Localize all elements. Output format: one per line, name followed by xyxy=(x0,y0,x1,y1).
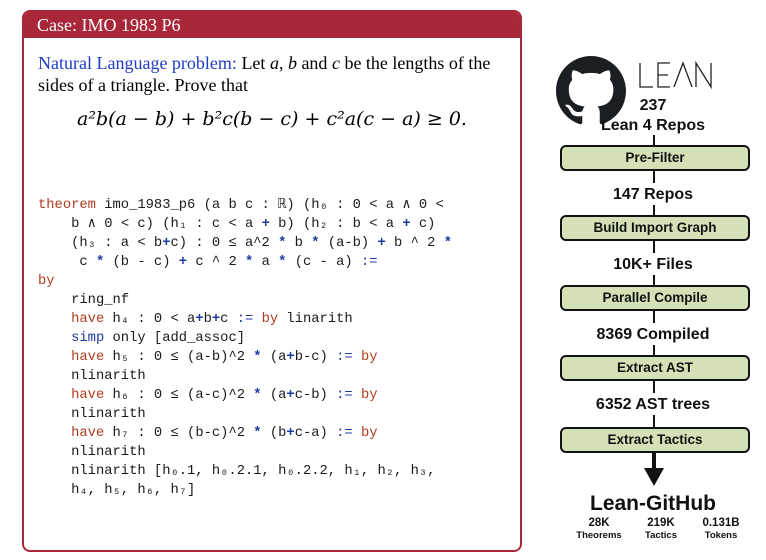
code-text: (a xyxy=(261,350,287,365)
metric-value: 28K xyxy=(588,517,610,529)
code-keyword: simp xyxy=(71,331,105,346)
code-text: (h₃ : a < b xyxy=(38,236,163,251)
stat-filtered-repos: 147 Repos xyxy=(612,186,694,203)
code-text: ring_nf xyxy=(38,293,130,308)
code-text: c) xyxy=(410,217,436,232)
case-title: Case: IMO 1983 P6 xyxy=(37,15,181,35)
code-text: c xyxy=(220,312,237,327)
case-panel xyxy=(22,10,522,552)
code-text: linarith xyxy=(278,312,353,327)
code-keyword: have xyxy=(71,312,105,327)
flow-line xyxy=(653,135,655,145)
metric-label: Theorems xyxy=(576,530,622,541)
code-text: (b xyxy=(261,426,287,441)
stat-repos-label: Lean 4 Repos xyxy=(600,117,706,134)
code-text: (a xyxy=(261,388,287,403)
code-text: b-c) xyxy=(294,350,337,365)
code-text: c xyxy=(38,255,96,270)
code-operator: * xyxy=(253,350,262,365)
var-b: b xyxy=(287,53,297,73)
code-operator: + xyxy=(178,255,188,270)
metric-value: 0.131B xyxy=(702,517,740,529)
code-text: nlinarith xyxy=(38,369,146,384)
code-keyword: by xyxy=(360,426,378,441)
stat-files: 10K+ Files xyxy=(613,256,693,273)
code-operator: * xyxy=(278,255,287,270)
code-keyword: by xyxy=(360,388,378,403)
code-operator: + xyxy=(286,388,295,403)
code-operator: * xyxy=(443,236,453,251)
code-operator: + xyxy=(402,217,411,232)
code-operator: + xyxy=(377,236,386,251)
code-operator: * xyxy=(95,255,105,270)
flow-line xyxy=(653,205,655,215)
code-text: (a-b) xyxy=(319,236,378,251)
code-keyword: have xyxy=(71,426,105,441)
code-text: b xyxy=(203,312,212,327)
code-operator: * xyxy=(253,426,262,441)
flow-line xyxy=(653,345,655,355)
code-keyword: := xyxy=(336,426,353,441)
metric-value: 219K xyxy=(647,517,675,529)
code-text: c ^ 2 xyxy=(187,255,246,270)
step-build-import-graph: Build Import Graph xyxy=(560,215,750,241)
result-dataset-name: Lean-GitHub xyxy=(590,492,716,515)
code-keyword: by xyxy=(261,312,279,327)
code-keyword: by xyxy=(360,350,378,365)
problem-label: Natural Language problem: xyxy=(38,53,237,73)
lean-logo xyxy=(638,60,714,90)
lean-code-block xyxy=(38,196,452,500)
flow-arrow-shaft xyxy=(652,453,656,469)
metric-theorems xyxy=(564,517,634,542)
code-text: c) : 0 ≤ a^2 xyxy=(170,236,279,251)
code-text: (c - a) xyxy=(286,255,361,270)
code-keyword: theorem xyxy=(38,198,96,213)
flow-line xyxy=(653,311,655,323)
metric-label: Tokens xyxy=(704,530,738,541)
step-extract-tactics: Extract Tactics xyxy=(560,427,750,453)
code-keyword: have xyxy=(71,388,105,403)
code-keyword: := xyxy=(360,255,378,270)
step-pre-filter: Pre-Filter xyxy=(560,145,750,171)
pipeline-diagram xyxy=(540,40,766,560)
problem-text-1: Let xyxy=(241,53,266,73)
code-keyword: := xyxy=(236,312,254,327)
inequality-formula: a²b(a − b) + b²c(b − c) + c²a(c − a) ≥ 0. xyxy=(77,108,467,130)
stat-compiled: 8369 Compiled xyxy=(596,326,710,343)
code-operator: + xyxy=(211,312,221,327)
code-text: (b - c) xyxy=(104,255,179,270)
stat-repos-count: 237 xyxy=(639,97,667,114)
code-operator: + xyxy=(286,426,295,441)
code-text: h₅ : 0 ≤ (a-b)^2 xyxy=(104,350,254,365)
code-text: h₇ : 0 ≤ (b-c)^2 xyxy=(104,426,254,441)
code-text: h₄ : 0 < a xyxy=(104,312,196,327)
problem-statement xyxy=(38,52,510,96)
code-operator: + xyxy=(195,312,204,327)
code-text: b ∧ 0 < c) (h₁ : c < a xyxy=(38,217,262,232)
sep-1: , xyxy=(278,53,284,73)
code-text: b) (h₂ : b < a xyxy=(269,217,403,232)
problem-text-2: be the lengths of the sides of a triangle. Prove that xyxy=(38,53,491,95)
code-text: b xyxy=(286,236,312,251)
code-operator: * xyxy=(278,236,287,251)
code-text: nlinarith xyxy=(38,407,146,422)
metric-tokens xyxy=(686,517,756,542)
code-operator: * xyxy=(245,255,254,270)
code-text: imo_1983_p6 (a b c : ℝ) (h₀ : 0 < a ∧ 0 < xyxy=(95,198,444,213)
code-text: h₆ : 0 ≤ (a-c)^2 xyxy=(104,388,254,403)
code-text: c-b) xyxy=(294,388,337,403)
stat-ast-trees: 6352 AST trees xyxy=(595,396,711,413)
code-operator: + xyxy=(162,236,171,251)
code-keyword: := xyxy=(336,388,353,403)
flow-line xyxy=(653,241,655,253)
flow-arrow-head xyxy=(644,468,664,486)
metric-label: Tactics xyxy=(644,530,678,541)
and-text: and xyxy=(301,53,328,73)
flow-line xyxy=(653,381,655,393)
code-keyword: := xyxy=(336,350,353,365)
var-a: a xyxy=(269,53,279,73)
code-text: c-a) xyxy=(294,426,337,441)
flow-line xyxy=(653,415,655,427)
flow-line xyxy=(653,171,655,183)
code-operator: * xyxy=(253,388,262,403)
case-header xyxy=(24,12,520,38)
var-c: c xyxy=(331,53,340,73)
code-text: b ^ 2 xyxy=(385,236,444,251)
code-operator: + xyxy=(286,350,295,365)
code-operator: * xyxy=(311,236,320,251)
code-keyword: have xyxy=(71,350,105,365)
code-operator: + xyxy=(261,217,270,232)
code-text: nlinarith [h₀.1, h₀.2.1, h₀.2.2, h₁, h₂, h₃, xyxy=(38,464,436,479)
code-text: only [add_assoc] xyxy=(104,331,246,346)
code-text: h₄, h₅, h₆, h₇] xyxy=(38,483,196,498)
code-keyword: by xyxy=(38,274,55,289)
code-text: nlinarith xyxy=(38,445,146,460)
flow-line xyxy=(653,275,655,285)
code-text: a xyxy=(253,255,279,270)
step-parallel-compile: Parallel Compile xyxy=(560,285,750,311)
step-extract-ast: Extract AST xyxy=(560,355,750,381)
